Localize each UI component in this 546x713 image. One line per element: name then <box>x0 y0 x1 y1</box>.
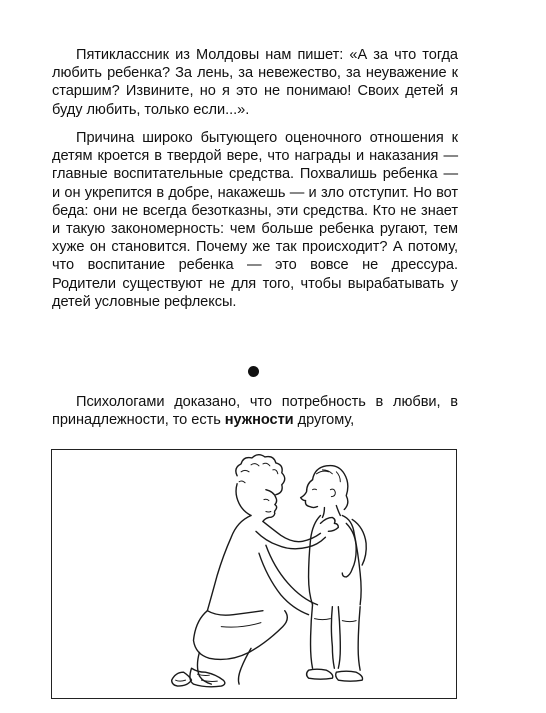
paragraph-text: Причина широко бытующего оценочного отношения к детям кроется в твердой вере, что награды и наказания — главные воспитательные средства. Похвалишь ребенка — и он укрепится в добре, накажешь — и зло отступит. Но вот беда: они не всегда безотказны, эти средства. Кто не знает и такую закономерность: чем больше ребенка ругают, тем хуже он становится. Почему же так происходит? А потому, что воспитание ребенка — это вовсе не дрессура. Родители существуют не для того, чтобы вырабатывать у детей условные рефлексы. <box>52 130 458 310</box>
paragraph-psychologists <box>52 393 458 429</box>
paragraph-evaluative-attitude <box>52 129 458 311</box>
paragraph-moldova-letter <box>52 46 458 119</box>
paragraph-text-end: другому, <box>293 412 355 429</box>
paragraph-text <box>52 393 458 429</box>
adult-crouching-hugging-child-illustration <box>52 450 456 698</box>
paragraph-text: Пятиклассник из Молдовы нам пишет: «А за что тогда любить ребенка? За лень, за невежество, за неуважение к старшим? Извините, но я это не понимаю! Своих детей я буду любить, только если...». <box>52 47 458 118</box>
paragraph-text-start: Психологами доказано, что потребность в любви, в принадлежности, то есть <box>52 394 458 429</box>
emphasized-word: нужности <box>224 412 294 429</box>
section-separator-bullet <box>248 366 259 377</box>
illustration-frame <box>51 449 457 699</box>
